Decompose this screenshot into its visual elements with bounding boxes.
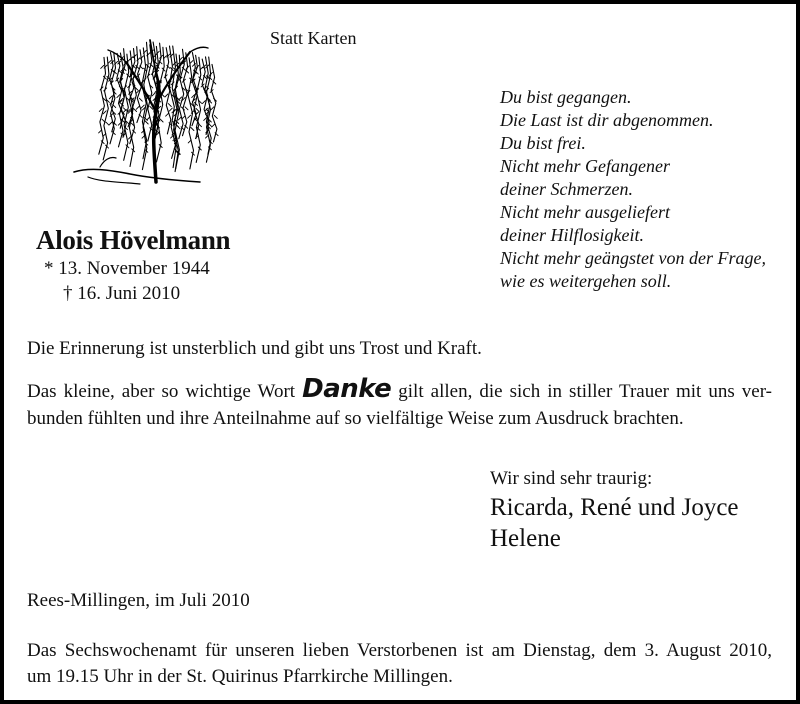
death-date: † 16. Juni 2010 bbox=[63, 283, 181, 304]
poem-line: Nicht mehr ausgeliefert bbox=[500, 202, 670, 222]
poem-line: Du bist frei. bbox=[500, 133, 586, 153]
poem bbox=[500, 86, 766, 293]
header-text: Statt Karten bbox=[270, 28, 357, 48]
signature-name-line: Ricarda, René und Joyce bbox=[490, 494, 739, 521]
poem-line: Die Last ist dir abgenommen. bbox=[500, 110, 714, 130]
service-notice-line-1: Das Sechswochenamt für unseren lieben Verstorbenen ist am Dienstag, dem 3. August 2010, bbox=[27, 640, 772, 661]
poem-line: Nicht mehr Gefangener bbox=[500, 156, 670, 176]
weeping-willow-icon bbox=[60, 22, 220, 202]
poem-line: wie es weitergehen soll. bbox=[500, 271, 672, 291]
birth-date: * 13. November 1944 bbox=[44, 258, 210, 279]
signature-names bbox=[490, 492, 739, 554]
thanks-line-2: bunden fühlten und ihre Anteilnahme auf so vielfältige Weise zum Ausdruck brachten. bbox=[27, 408, 684, 429]
thanks-paragraph bbox=[27, 376, 772, 432]
service-notice bbox=[27, 638, 772, 690]
signature-name-line: Helene bbox=[490, 525, 561, 552]
poem-line: deiner Schmerzen. bbox=[500, 179, 633, 199]
memory-sentence: Die Erinnerung ist unsterblich und gibt uns Trost und Kraft. bbox=[27, 338, 482, 359]
thanks-text-before: Das kleine, aber so wichtige Wort bbox=[27, 381, 296, 402]
service-notice-line-2: um 19.15 Uhr in der St. Quirinus Pfarrkirche Millingen. bbox=[27, 666, 453, 687]
place-date: Rees-Millingen, im Juli 2010 bbox=[27, 590, 250, 611]
danke-emphasis: Danke bbox=[302, 374, 392, 404]
poem-line: Du bist gegangen. bbox=[500, 87, 632, 107]
thanks-text-after: gilt allen, die sich in stiller Trauer mit uns ver- bbox=[398, 381, 772, 402]
poem-line: deiner Hilflosigkeit. bbox=[500, 225, 644, 245]
poem-line: Nicht mehr geängstet von der Frage, bbox=[500, 248, 766, 268]
signature-intro: Wir sind sehr traurig: bbox=[490, 468, 653, 489]
deceased-name: Alois Hövelmann bbox=[36, 225, 231, 255]
thanks-line-1 bbox=[27, 376, 772, 405]
